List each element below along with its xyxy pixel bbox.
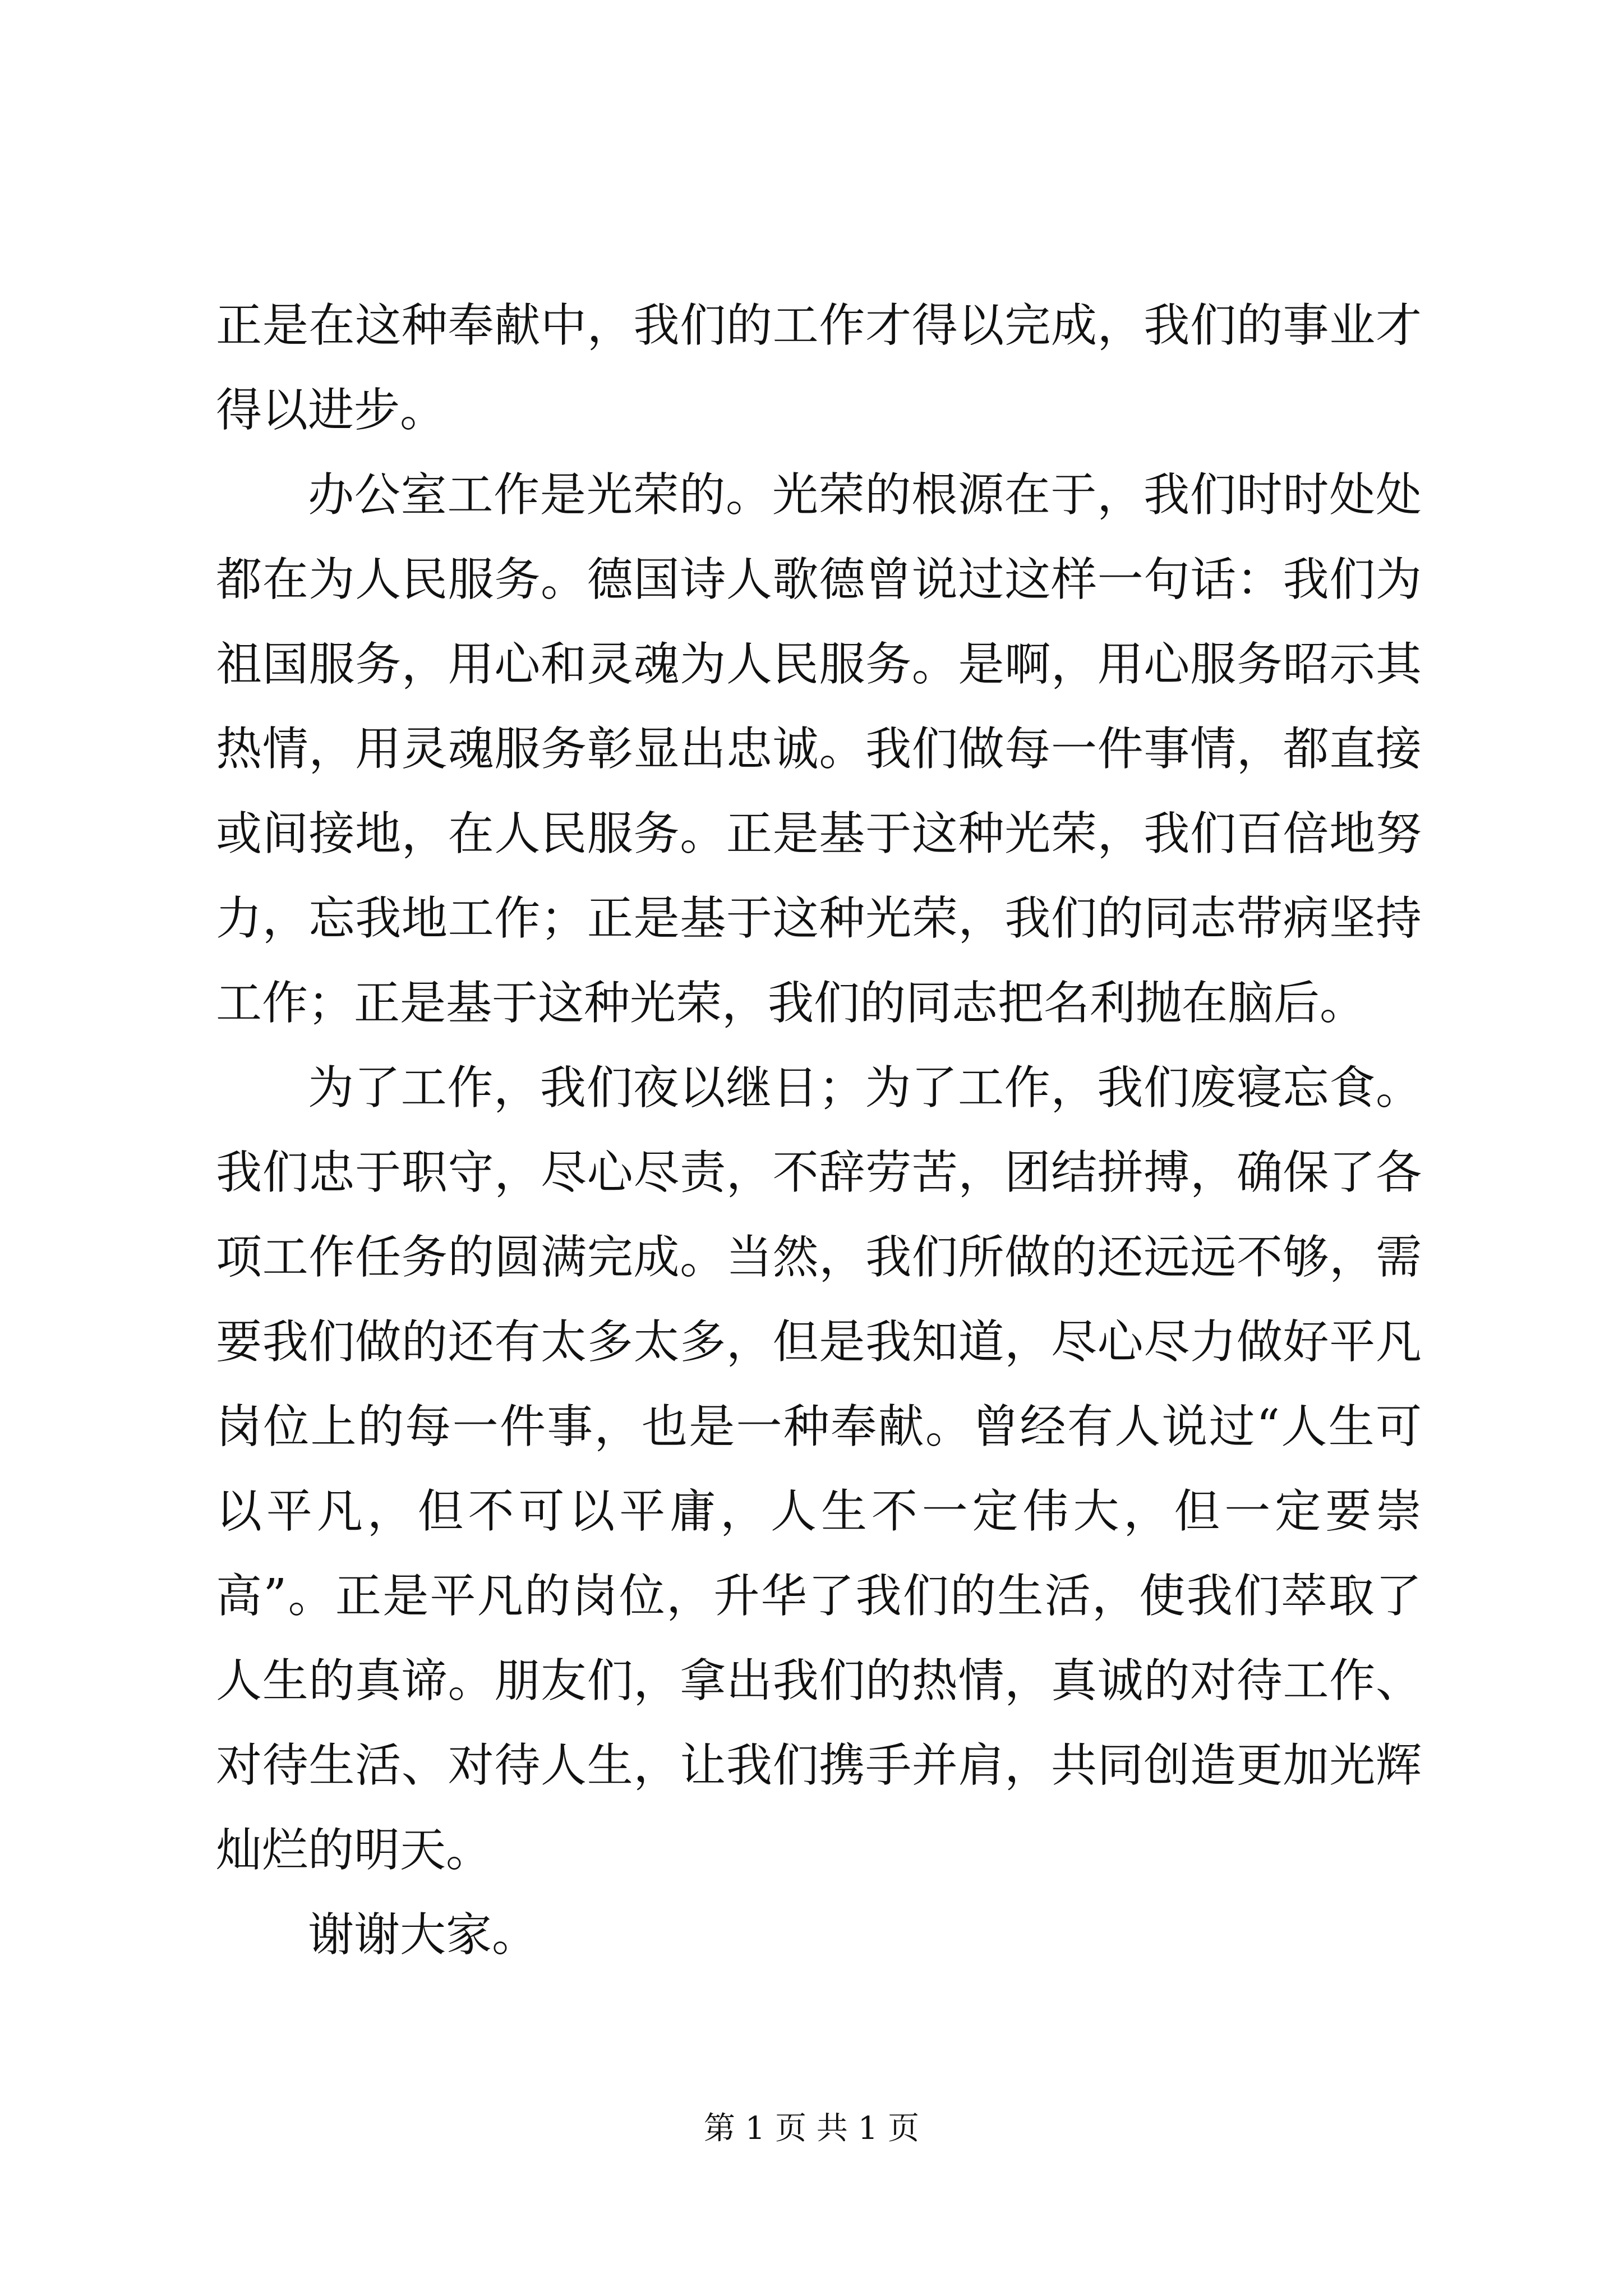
document-body (216, 283, 1422, 1977)
paragraph-3: 为了工作，我们夜以继日；为了工作，我们废寝忘食。我们忠于职守，尽心尽责，不辞劳苦，团结拼搏，确保了各项工作任务的圆满完成。当然，我们所做的还远远不够，需要我们做的还有太多太多，但是我知道，尽心尽力做好平凡岗位上的每一件事，也是一种奉献。曾经有人说过“人生可以平凡，但不可以平庸，人生不一定伟大，但一定要崇高”。正是平凡的岗位，升华了我们的生活，使我们萃取了人生的真谛。朋友们，拿出我们的热情，真诚的对待工作、对待生活、对待人生，让我们携手并肩，共同创造更加光辉灿烂的明天。 (216, 1061, 1422, 1877)
paragraph-4: 谢谢大家。 (308, 1908, 538, 1962)
paragraph-1: 正是在这种奉献中，我们的工作才得以完成，我们的事业才得以进步。 (216, 299, 1422, 437)
paragraph-2: 办公室工作是光荣的。光荣的根源在于，我们时时处处都在为人民服务。德国诗人歌德曾说过这样一句话：我们为祖国服务，用心和灵魂为人民服务。是啊，用心服务昭示其热情，用灵魂服务彰显出忠诚。我们做每一件事情，都直接或间接地，在人民服务。正是基于这种光荣，我们百倍地努力，忘我地工作；正是基于这种光荣，我们的同志带病坚持工作；正是基于这种光荣，我们的同志把名利抛在脑后。 (216, 468, 1422, 1030)
page-number-label: 第 1 页 共 1 页 (703, 2110, 920, 2147)
page-footer (0, 2106, 1623, 2151)
